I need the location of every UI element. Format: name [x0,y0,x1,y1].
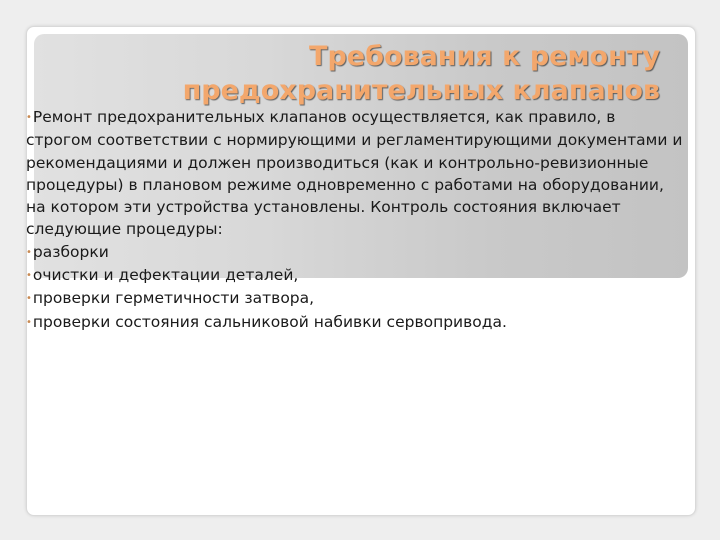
bullet-item [26,264,686,287]
body-paragraph-text: Ремонт предохранительных клапанов осуществляется, как правило, в строгом соответствии с нормирующими и регламентирующими документами и рекомендациями и должен производиться (как и контрольно-ревизионные процедуры) в плановом режиме одновременно с работами на оборудовании, на котором эти устройства установлены. Контроль состояния включает следующие процедуры: [26,108,683,239]
bullet-dot-icon: • [26,270,32,282]
bullet-item [26,241,686,264]
body-paragraph [26,106,686,241]
bullet-item [26,311,686,334]
bullet-item [26,287,686,310]
bullet-item-text: разборки [32,242,109,261]
bullet-item-text: проверки герметичности затвора, [32,289,315,308]
slide-title [100,40,660,108]
slide-title-line-1: Требования к ремонту [309,41,660,72]
bullet-item-text: проверки состояния сальниковой набивки сервопривода. [32,312,507,331]
bullet-dot-icon: • [26,316,32,328]
bullet-item-text: очистки и дефектации деталей, [32,266,299,285]
slide-body [26,106,686,334]
bullet-dot-icon: • [26,246,32,258]
bullet-dot-icon: • [26,293,32,305]
slide-title-line-2: предохранительных клапанов [182,75,660,106]
bullet-dot-icon: • [26,112,32,123]
